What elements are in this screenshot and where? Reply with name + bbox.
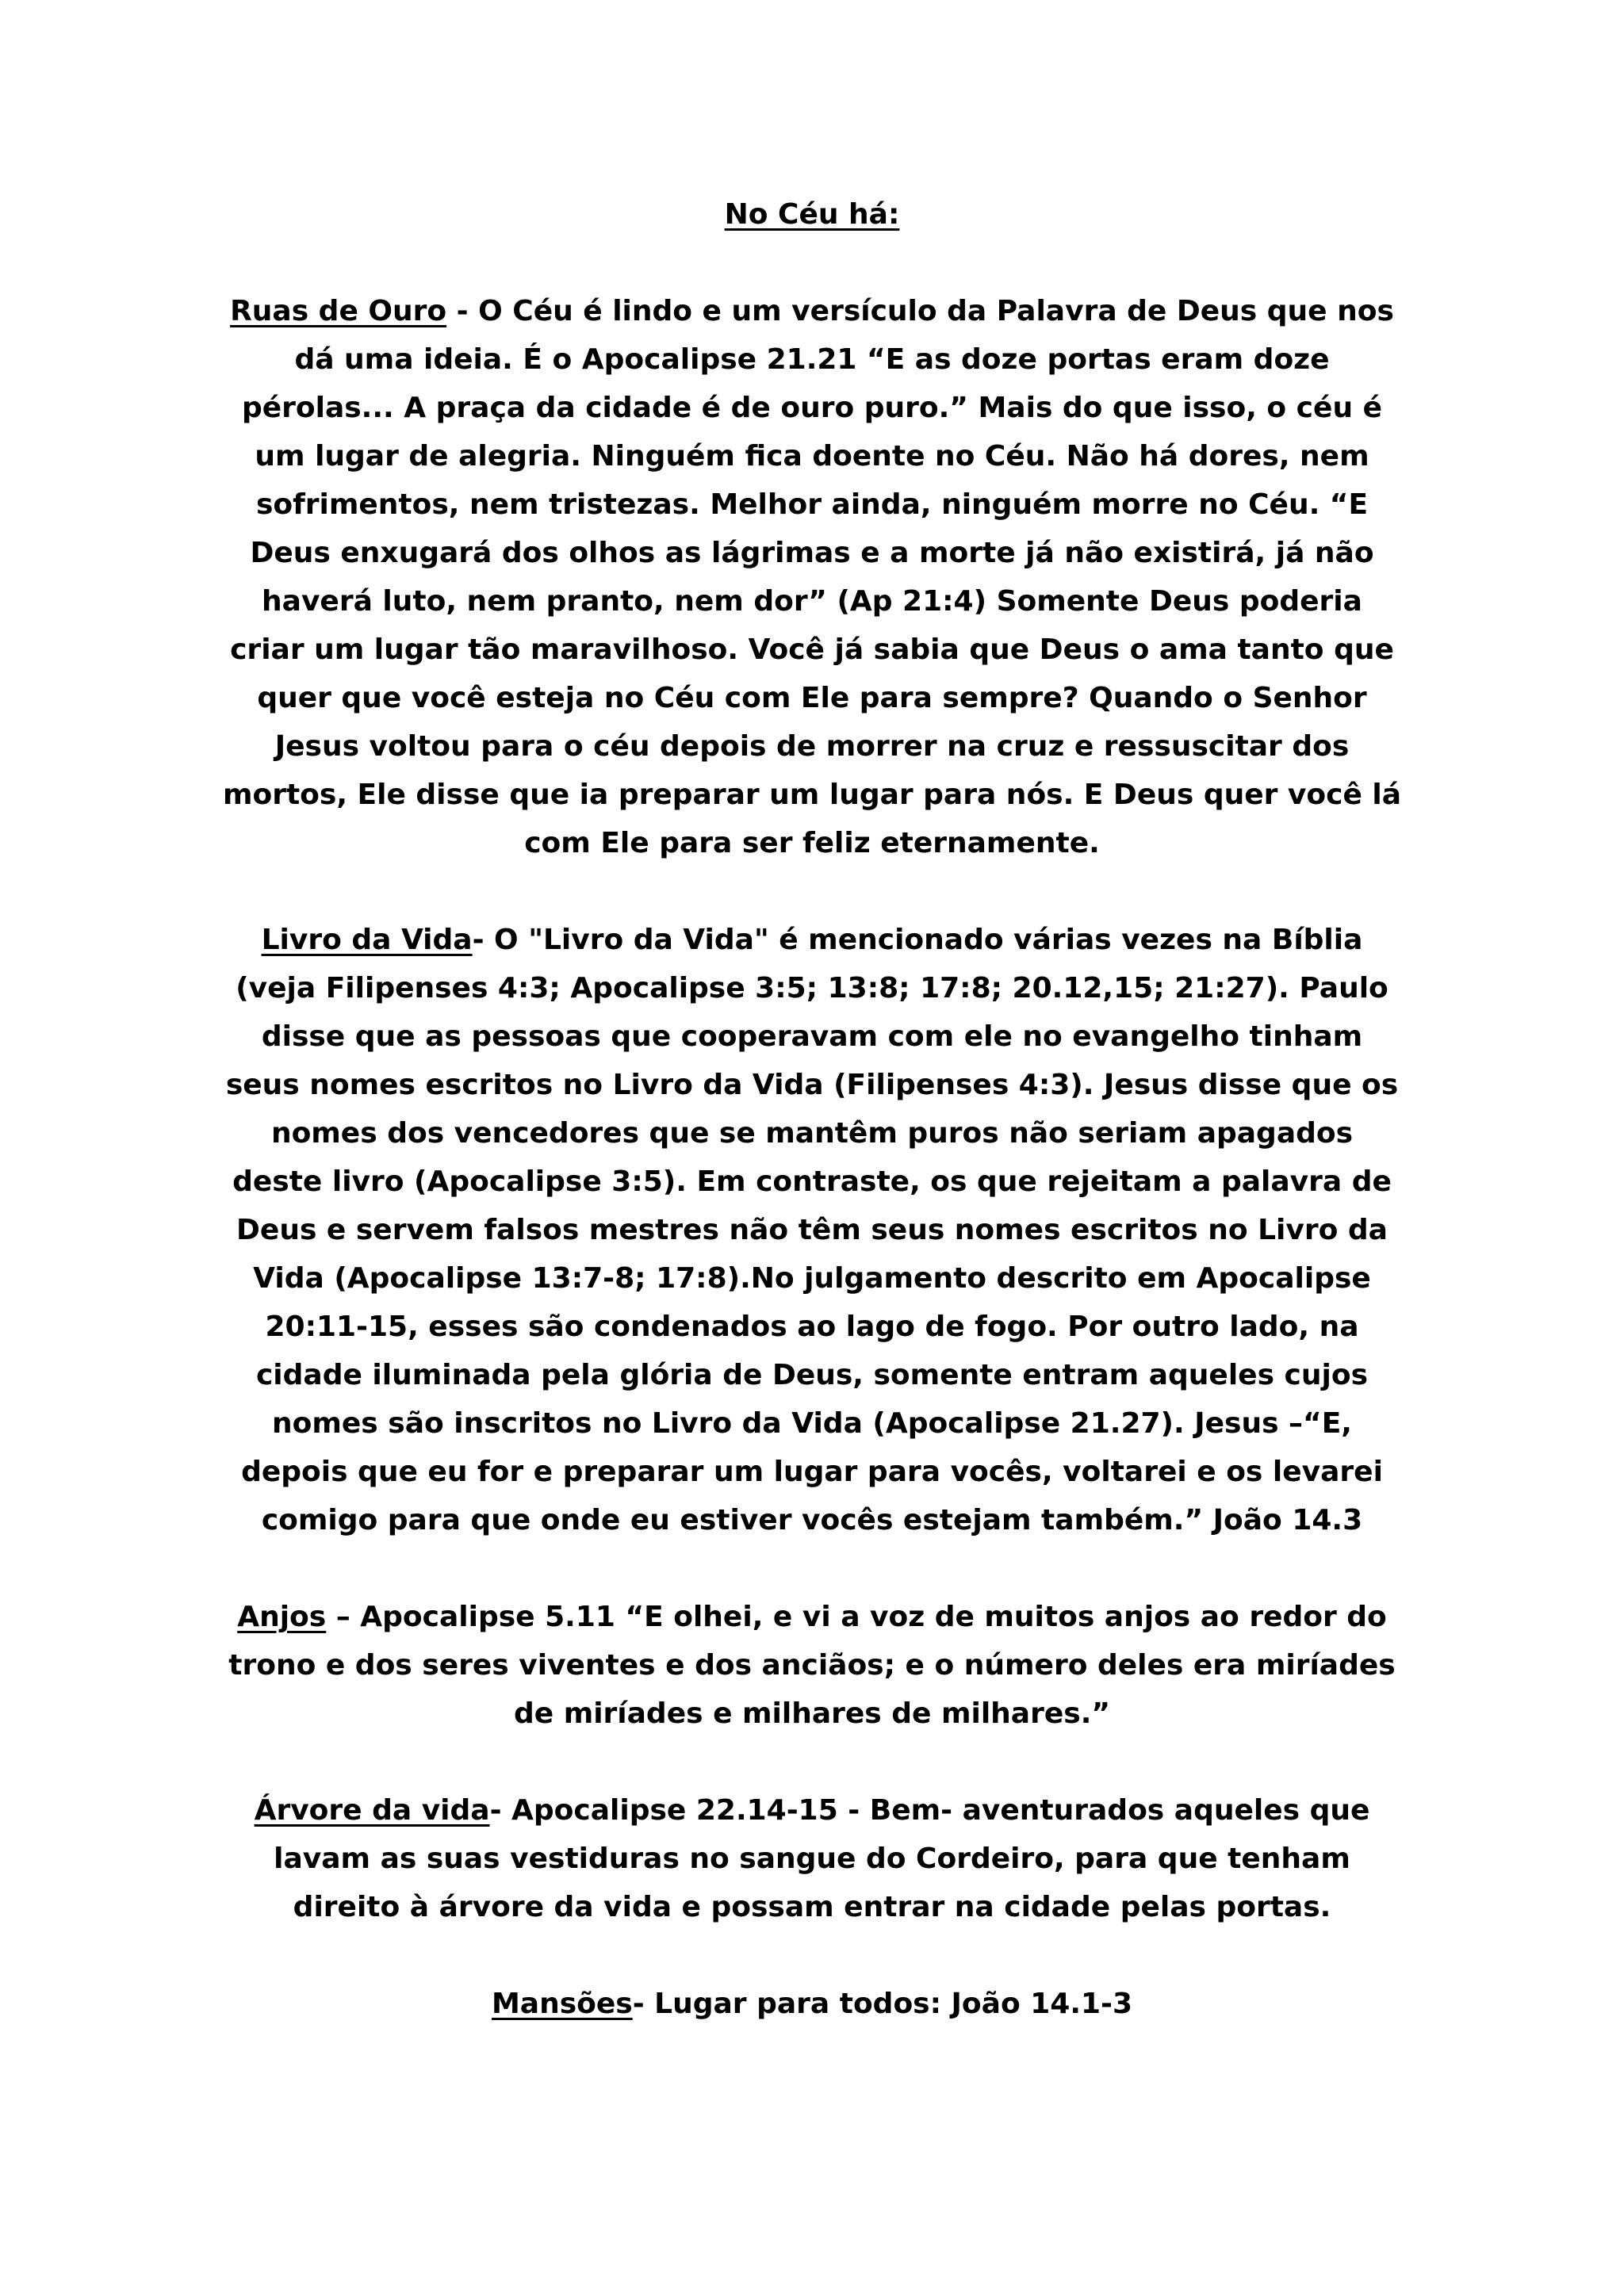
section-livro-da-vida bbox=[222, 916, 1402, 1544]
section-body: – Apocalipse 5.11 “E olhei, e vi a voz de muitos anjos ao redor do trono e dos seres viventes e dos anciãos; e o número deles era miríades de miríades e milhares de milhares.” bbox=[228, 1601, 1396, 1730]
section-heading: Árvore da vida bbox=[254, 1794, 490, 1827]
section-heading: Ruas de Ouro bbox=[230, 295, 447, 327]
section-mansoes bbox=[222, 1980, 1402, 2028]
section-body: - O "Livro da Vida" é mencionado várias vezes na Bíblia (veja Filipenses 4:3; Apocalipse 3:5; 13:8; 17:8; 20.12,15; 21:27). Paulo disse que as pessoas que cooperavam com ele no evangelho tinham seus nomes escritos no Livro da Vida (Filipenses 4:3). Jesus disse que os nomes dos vencedores que se mantêm puros não seriam apagados deste livro (Apocalipse 3:5). Em contraste, os que rejeitam a palavra de Deus e servem falsos mestres não têm seus nomes escritos no Livro da Vida (Apocalipse 13:7-8; 17:8).No julgamento descrito em Apocalipse 20:11-15, esses são condenados ao lago de fogo. Por outro lado, na cidade iluminada pela glória de Deus, somente entram aqueles cujos nomes são inscritos no Livro da Vida (Apocalipse 21.27). Jesus –“E, depois que eu for e preparar um lugar para vocês, voltarei e os levarei comigo para que onde eu estiver vocês estejam também.” João 14.3 bbox=[225, 924, 1399, 1536]
page-title: No Céu há: bbox=[724, 198, 900, 231]
section-heading: Livro da Vida bbox=[261, 924, 473, 956]
document-content bbox=[222, 190, 1402, 2076]
section-arvore-da-vida bbox=[222, 1786, 1402, 1931]
section-anjos bbox=[222, 1593, 1402, 1738]
section-body: - O Céu é lindo e um versículo da Palavra de Deus que nos dá uma ideia. É o Apocalipse 21.21 “E as doze portas eram doze pérolas... A praça da cidade é de ouro puro.” Mais do que isso, o céu é um lugar de alegria. Ninguém fica doente no Céu. Não há dores, nem sofrimentos, nem tristezas. Melhor ainda, ninguém morre no Céu. “E Deus enxugará dos olhos as lágrimas e a morte já não existirá, já não haverá luto, nem pranto, nem dor” (Ap 21:4) Somente Deus poderia criar um lugar tão maravilhoso. Você já sabia que Deus o ama tanto que quer que você esteja no Céu com Ele para sempre? Quando o Senhor Jesus voltou para o céu depois de morrer na cruz e ressuscitar dos mortos, Ele disse que ia preparar um lugar para nós. E Deus quer você lá com Ele para ser feliz eternamente. bbox=[222, 295, 1402, 859]
section-ruas-de-ouro bbox=[222, 287, 1402, 867]
section-body: - Apocalipse 22.14-15 - Bem- aventurados aqueles que lavam as suas vestiduras no sangue do Cordeiro, para que tenham direito à árvore da vida e possam entrar na cidade pelas portas. bbox=[274, 1794, 1370, 1923]
section-heading: Anjos bbox=[237, 1601, 327, 1633]
section-body: - Lugar para todos: João 14.1-3 bbox=[632, 1988, 1133, 2020]
section-heading: Mansões bbox=[491, 1988, 633, 2020]
